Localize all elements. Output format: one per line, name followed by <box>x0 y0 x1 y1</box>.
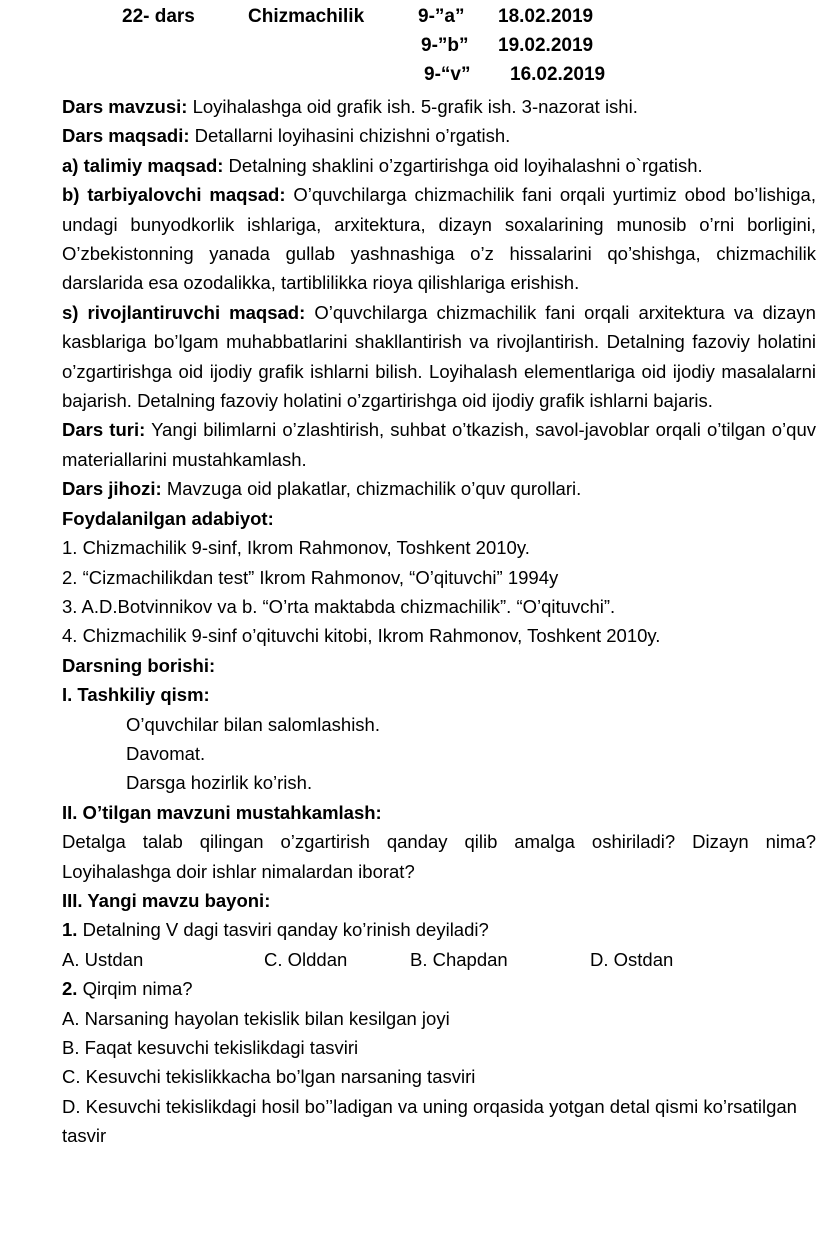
literature-item: 2. “Cizmachilikdan test” Ikrom Rahmonov, “O’qituvchi” 1994y <box>62 566 559 588</box>
upbringing-goal <box>62 180 816 298</box>
organizational-item: Davomat. <box>126 742 206 764</box>
educational-goal <box>62 151 816 180</box>
question-2-option-c: C. Kesuvchi tekislikkacha bo’lgan narsaning tasviri <box>62 1066 476 1088</box>
lesson-equipment-text: Mavzuga oid plakatlar, chizmachilik o’quv qurollari. <box>161 478 582 500</box>
question-2-option-b: B. Faqat kesuvchi tekislikdagi tasviri <box>62 1036 359 1058</box>
upbringing-goal-text: O’quvchilarga chizmachilik fani orqali yurtimiz obod bo’lishiga, undagi bunyodkorlik ishlariga, arxitektura, dizayn soxalarining munosib o’rni borligini, O’zbekistonning yanada gullab yashnashiga o’z hissalarini qo’shishga, chizmachilik darslarida esa ozodalikka, tartiblilikka rioya qilishlariga erishish. <box>62 184 816 294</box>
question-1 <box>62 915 816 944</box>
organizational-item: O’quvchilar bilan salomlashish. <box>126 713 380 735</box>
class-v: 9-“v” <box>424 64 471 85</box>
goal-label: Dars maqsadi: <box>62 125 190 147</box>
topic-text: Loyihalashga oid grafik ish. 5-grafik ish. 3-nazorat ishi. <box>187 96 638 117</box>
subject-title: Chizmachilik <box>248 6 365 27</box>
upbringing-goal-label: b) tarbiyalovchi maqsad: <box>62 184 286 206</box>
organizational-item: Darsga hozirlik ko’rish. <box>126 772 313 794</box>
development-goal-text: O’quvchilarga chizmachilik fani orqali arxitektura va dizayn kasblariga bo’lgam muhabbatlarini shakllantirish va rivojlantirish. Detalning fazoviy holatini o’zgartirishga oid ijodiy grafik ishlarni bilish. Loyihalash elementlariga oid ijodiy masalalarni bajarish. Detalning fazoviy holatini o’zgartirishga oid ijodiy grafik ishlarni bajaris. <box>62 301 816 412</box>
literature-item: 1. Chizmachilik 9-sinf, Ikrom Rahmonov, Toshkent 2010y. <box>62 537 530 559</box>
literature-item: 3. A.D.Botvinnikov va b. “O’rta maktabda chizmachilik”. “O’qituvchi”. <box>62 595 616 617</box>
class-a: 9-”a” <box>418 6 465 27</box>
educational-goal-label: a) talimiy maqsad: <box>62 154 224 176</box>
lesson-number: 22- dars <box>122 6 195 27</box>
date-v: 16.02.2019 <box>510 64 606 85</box>
question-1-text: Detalning V dagi tasviri qanday ko’rinish deyiladi? <box>77 919 489 941</box>
lesson-plan-body <box>62 92 816 1151</box>
date-a: 18.02.2019 <box>498 6 594 27</box>
lesson-equipment-label: Dars jihozi: <box>62 478 162 500</box>
new-topic-heading: III. Yangi mavzu bayoni: <box>62 889 271 911</box>
literature-heading: Foydalanilgan adabiyot: <box>62 507 274 529</box>
lesson-type-label: Dars turi: <box>62 419 146 441</box>
lesson-equipment <box>62 474 816 503</box>
question-2-number: 2. <box>62 978 78 1000</box>
review-text: Detalga talab qilingan o’zgartirish qanday qilib amalga oshiriladi? Dizayn nima? Loyihalashga doir ishlar nimalardan iborat? <box>62 831 816 882</box>
goal-line <box>62 121 816 150</box>
question-1-option-c: C. Olddan <box>264 948 348 970</box>
goal-text: Detallarni loyihasini chizishni o’rgatish. <box>189 125 511 147</box>
question-2-option-a: A. Narsaning hayolan tekislik bilan kesilgan joyi <box>62 1007 450 1029</box>
question-2-option-d: D. Kesuvchi tekislikdagi hosil bo’’ladigan va uning orqasida yotgan detal qismi ko’rsatilgan tasvir <box>62 1095 797 1147</box>
question-2 <box>62 974 816 1003</box>
lesson-progress-heading: Darsning borishi: <box>62 654 216 676</box>
question-1-option-d: D. Ostdan <box>590 948 674 970</box>
class-b: 9-”b” <box>421 35 469 56</box>
development-goal <box>62 298 816 416</box>
question-2-text: Qirqim nima? <box>77 978 193 1000</box>
organizational-heading: I. Tashkiliy qism: <box>62 684 210 706</box>
literature-item: 4. Chizmachilik 9-sinf o’qituvchi kitobi, Ikrom Rahmonov, Toshkent 2010y. <box>62 625 661 647</box>
question-1-option-b: B. Chapdan <box>410 948 508 970</box>
review-heading: II. O’tilgan mavzuni mustahkamlash: <box>62 801 382 823</box>
question-1-number: 1. <box>62 919 78 941</box>
lesson-type-text: Yangi bilimlarni o’zlashtirish, suhbat o’tkazish, savol-javoblar orqali o’tilgan o’quv materiallarini mustahkamlash. <box>62 419 816 470</box>
topic-label: Dars mavzusi: <box>62 96 188 117</box>
lesson-type <box>62 415 816 474</box>
date-b: 19.02.2019 <box>498 35 594 56</box>
topic-line <box>62 92 816 121</box>
educational-goal-text: Detalning shaklini o’zgartirishga oid loyihalashni o`rgatish. <box>223 154 703 176</box>
question-1-option-a: A. Ustdan <box>62 948 144 970</box>
question-1-options <box>62 945 816 974</box>
development-goal-label: s) rivojlantiruvchi maqsad: <box>62 301 306 323</box>
